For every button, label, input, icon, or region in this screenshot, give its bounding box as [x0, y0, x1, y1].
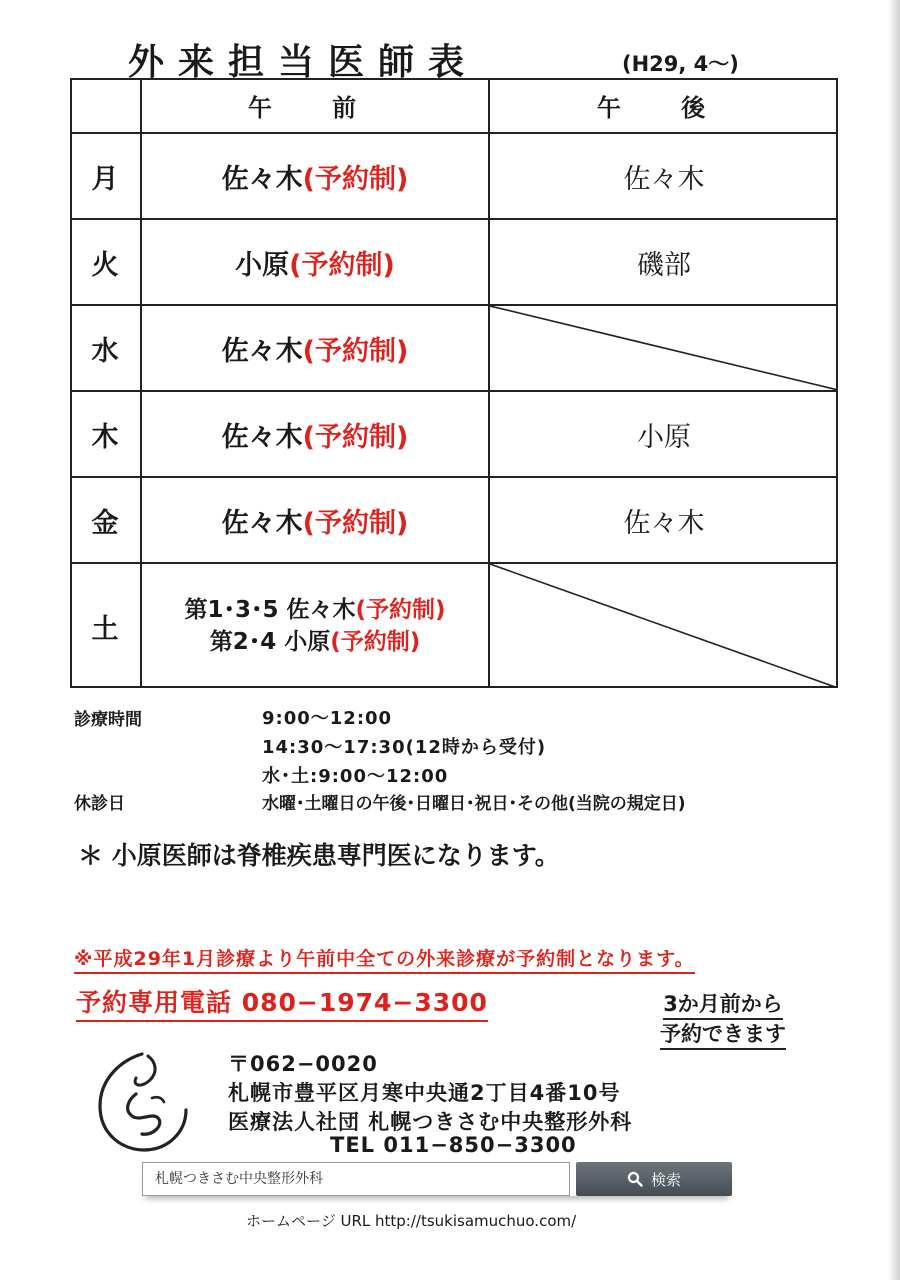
- day-label: 火: [91, 249, 119, 281]
- advance-booking: [640, 990, 806, 1050]
- closed-label: 休診日: [74, 794, 125, 814]
- day-label: 土: [91, 613, 119, 645]
- search-bar: [142, 1162, 732, 1196]
- pm-doctor: 佐々木: [623, 163, 705, 195]
- saturday-line: [184, 594, 445, 626]
- table-row: [142, 220, 488, 304]
- homepage-url: ホームページ URL http://tsukisamuchuo.com/: [246, 1212, 577, 1230]
- closed-slash: [490, 306, 838, 390]
- reservation-tag: (予約制): [302, 335, 409, 367]
- pm-doctor: 磯部: [637, 249, 691, 281]
- reservation-tag: (予約制): [302, 507, 409, 539]
- street-address: 札幌市豊平区月寒中央通2丁目4番10号: [228, 1081, 621, 1105]
- table-row: [142, 392, 488, 476]
- pm-doctor: 小原: [637, 421, 691, 453]
- page-title: 外来担当医師表: [128, 42, 479, 83]
- am-doctor: 佐々木: [221, 421, 303, 453]
- am-doctor: 第1･3･5 佐々木: [184, 597, 356, 623]
- reservation-tag: (予約制): [355, 597, 446, 623]
- reservation-tag: (予約制): [302, 163, 409, 195]
- am-doctor: 佐々木: [221, 163, 303, 195]
- search-button[interactable]: [576, 1162, 732, 1196]
- schedule-table: [70, 78, 838, 688]
- hours-label: 診療時間: [74, 710, 142, 730]
- day-label: 月: [91, 163, 119, 195]
- header-am: 午 前: [247, 93, 383, 122]
- hours-line: 14:30〜17:30(12時から受付): [262, 737, 547, 758]
- search-icon: [627, 1171, 643, 1187]
- page-edge-shadow: [888, 0, 900, 1280]
- day-label: 金: [91, 507, 119, 539]
- reservation-notice: ※平成29年1月診療より午前中全ての外来診療が予約制となります。: [74, 944, 695, 974]
- saturday-schedule: [142, 564, 488, 688]
- am-doctor: 佐々木: [221, 335, 303, 367]
- am-doctor: 小原: [235, 249, 290, 281]
- reservation-tag: (予約制): [302, 421, 409, 453]
- am-doctor: 第2･4 小原: [209, 629, 331, 655]
- table-row: [142, 478, 488, 562]
- postal-code: 〒062−0020: [228, 1052, 378, 1076]
- clinic-phone: TEL 011−850−3300: [330, 1133, 577, 1157]
- clinic-logo-icon: [92, 1050, 192, 1154]
- table-row: [142, 306, 488, 390]
- hours-line: 9:00〜12:00: [262, 708, 393, 729]
- reservation-tag: (予約制): [289, 249, 395, 281]
- search-button-label: 検索: [650, 1170, 681, 1189]
- search-input[interactable]: 札幌つきさむ中央整形外科: [142, 1162, 570, 1196]
- day-label: 水: [91, 335, 119, 367]
- am-doctor: 佐々木: [221, 507, 303, 539]
- reservation-phone: 予約専用電話 080−1974−3300: [76, 983, 488, 1022]
- table-row: [142, 134, 488, 218]
- header-pm: 午 後: [596, 93, 732, 122]
- title-date: (H29, 4〜): [622, 52, 739, 76]
- saturday-line: [210, 626, 421, 658]
- advance-line: 予約できます: [660, 1020, 786, 1050]
- hours-line: 水･土:9:00〜12:00: [262, 766, 449, 787]
- advance-line: 3か月前から: [663, 990, 783, 1020]
- pm-doctor: 佐々木: [623, 507, 705, 539]
- reservation-tag: (予約制): [330, 629, 421, 655]
- specialist-note: ＊ 小原医師は脊椎疾患専門医になります。: [78, 841, 560, 870]
- clinic-name: 医療法人社団 札幌つきさむ中央整形外科: [228, 1110, 633, 1134]
- closed-days: 水曜･土曜日の午後･日曜日･祝日･その他(当院の規定日): [262, 794, 686, 814]
- closed-slash: [490, 564, 838, 688]
- day-label: 木: [91, 421, 119, 453]
